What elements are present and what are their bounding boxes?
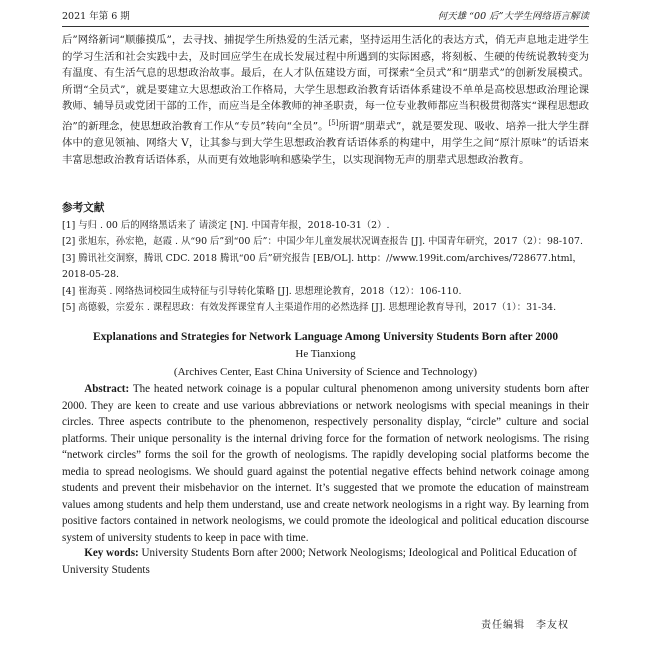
reference-item: [3] 腾讯社交洞察，腾讯 CDC. 2018 腾讯“00 后”研究报告 [EB/OL]. http：//www.199it.com/archives/728677.html，2018-05-28. bbox=[62, 252, 582, 281]
abstract-text: The heated network coinage is a popular cultural phenomenon among university students born after 2000. They are keen to create and use various abbreviations or network neologisms with special meanings in their circles. Three aspects contribute to the phenomenon, respectively personality display, “circle” culture and social platforms. Their unique personality is the internal driving force for the formation of network neologisms. The rising “network circles” forms the soil for the growth of neologisms. The rapidly developing social platforms become the media to spread neologisms. We should guard against the potential negative effects behind network coinage among students and prevent their misbehavior on the internet. It’s suggested that we promote the education of mainstream values among students and help them understand, use and create network neologisms in a right way. By learning from positive factors contained in network neologisms, we could promote the ideological and political education discourse system of university students to keep in pace with time. bbox=[62, 383, 589, 544]
references-heading: 参考文献 bbox=[62, 202, 105, 214]
keywords-label: Key words: bbox=[84, 547, 139, 559]
issue-label: 2021 年第 6 期 bbox=[62, 11, 130, 22]
citation-marker[interactable]: [5] bbox=[328, 118, 339, 127]
english-title: Explanations and Strategies for Network Language Among University Students Born after 2000 bbox=[92, 331, 559, 343]
reference-list bbox=[62, 218, 589, 316]
reference-item: [1] 与归 . 00 后的网络黑话来了 请淡定 [N]. 中国青年报，2018-10-31（2）. bbox=[62, 220, 390, 231]
article-running-title: 何天雄 “00 后”大学生网络语言解读 bbox=[437, 11, 589, 22]
running-header bbox=[62, 10, 589, 27]
reference-item: [5] 高德毅，宗爱东 . 课程思政：有效发挥课堂育人主渠道作用的必然选择 [J]. 思想理论教育导刊，2017（1）：31-34. bbox=[62, 302, 557, 314]
english-keywords bbox=[62, 545, 589, 578]
body-text-part-1: 后”网络新词“顺藤摸瓜”，去寻找、捕捉学生所热爱的生活元素，坚持运用生活化的表达方式，俏无声息地走进学生的学习生活和社会实践中去，及时回应学生在成长发展过程中所遇到的实际困惑，将刻板、生硬的传统说教转变为有温度、有生活气息的思想政治故事。最后，在人才队伍建设方面，可探索“全员式”和“朋辈式”的创新发展模式。所谓“全员式”，就是要建立大思想政治工作格局，大学生思想政治教育话语体系建设不单单是高校思想政治理论课教师、辅导员或党团干部的工作，而应当是全体教师的神圣职责，每一位专业教师都应当积极贯彻落实“课程思想政治”的新理念，使思想政治教育工作从“专员”转向“全员”。 bbox=[62, 34, 589, 133]
responsible-editor: 责任编辑 李友权 bbox=[481, 620, 569, 631]
body-text-part-2: 所谓“朋辈式”，就是要发现、吸收、培养一批大学生群体中的意见领袖、网络大 V，让其参与到大学生思想政治教育话语体系的构建中，用学生之间“原汁原味”的话语来丰富思想政治教育话语体系，从而更有效地影响和感染学生，以实现润物无声的朋辈式思想政治教育。 bbox=[62, 120, 589, 166]
abstract-label: Abstract: bbox=[84, 383, 130, 395]
english-affiliation: (Archives Center, East China University of Science and Technology) bbox=[173, 366, 478, 378]
reference-item: [2] 张旭东，孙宏艳，赵霞 . 从“90 后”到“00 后”：中国少年儿童发展状况调查报告 [J]. 中国青年研究，2017（2）：98-107. bbox=[62, 236, 583, 248]
english-author: He Tianxiong bbox=[295, 348, 356, 360]
english-abstract bbox=[62, 381, 589, 546]
keywords-text: University Students Born after 2000; Network Neologisms; Ideological and Political Education of University Students bbox=[62, 547, 577, 576]
body-paragraph bbox=[62, 32, 589, 168]
reference-item: [4] 崔海英 . 网络热词校园生成特征与引导转化策略 [J]. 思想理论教育，2018（12）：106-110. bbox=[62, 285, 462, 297]
